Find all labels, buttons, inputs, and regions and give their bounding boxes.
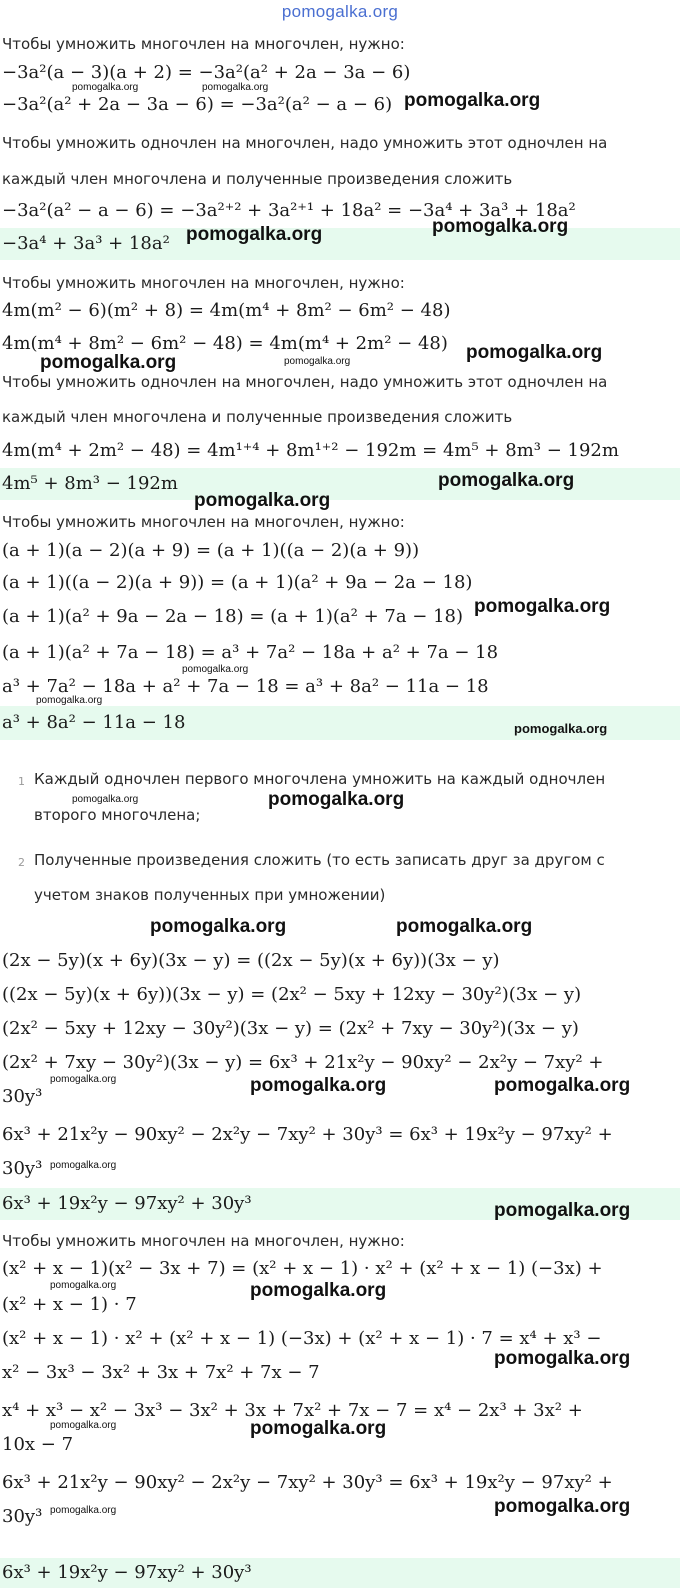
watermark: pomogalka.org bbox=[514, 721, 608, 736]
answer-line: −3a⁴ + 3a³ + 18a² bbox=[2, 233, 170, 254]
intro-text: Чтобы умножить многочлен на многочлен, нужно: bbox=[2, 513, 405, 531]
rule-text: Чтобы умножить одночлен на многочлен, надо умножить этот одночлен на bbox=[2, 373, 608, 391]
watermark: pomogalka.org bbox=[268, 789, 405, 810]
watermark: pomogalka.org bbox=[404, 90, 541, 111]
list-item-text: Каждый одночлен первого многочлена умножить на каждый одночлен bbox=[34, 770, 606, 788]
watermark: pomogalka.org bbox=[494, 1200, 631, 1221]
watermark: pomogalka.org bbox=[250, 1075, 387, 1096]
list-number: 2 bbox=[18, 856, 25, 869]
math-line: 30y³ bbox=[2, 1506, 43, 1527]
list-number: 1 bbox=[18, 775, 25, 788]
math-line: a³ + 7a² − 18a + a² + 7a − 18 = a³ + 8a² − 11a − 18 bbox=[2, 676, 489, 697]
watermark: pomogalka.org bbox=[474, 596, 611, 617]
watermark: pomogalka.org bbox=[186, 224, 323, 245]
watermark: pomogalka.org bbox=[494, 1075, 631, 1096]
math-line: 4m(m² − 6)(m² + 8) = 4m(m⁴ + 8m² − 6m² − 48) bbox=[2, 300, 451, 321]
math-line: 30y³ bbox=[2, 1158, 43, 1179]
math-line: (a + 1)(a² + 7a − 18) = a³ + 7a² − 18a + a² + 7a − 18 bbox=[2, 642, 499, 663]
math-line: −3a²(a² + 2a − 3a − 6) = −3a²(a² − a − 6) bbox=[2, 94, 393, 115]
watermark: pomogalka.org bbox=[396, 916, 533, 937]
math-line: 6x³ + 21x²y − 90xy² − 2x²y − 7xy² + 30y³ = 6x³ + 19x²y − 97xy² + bbox=[2, 1472, 613, 1493]
math-line: (2x² + 7xy − 30y²)(3x − y) = 6x³ + 21x²y − 90xy² − 2x²y − 7xy² + bbox=[2, 1052, 604, 1073]
math-line: 6x³ + 21x²y − 90xy² − 2x²y − 7xy² + 30y³ = 6x³ + 19x²y − 97xy² + bbox=[2, 1124, 613, 1145]
watermark: pomogalka.org bbox=[50, 1505, 117, 1516]
watermark: pomogalka.org bbox=[50, 1280, 117, 1291]
math-line: (a + 1)(a² + 9a − 2a − 18) = (a + 1)(a² + 7a − 18) bbox=[2, 606, 464, 627]
watermark: pomogalka.org bbox=[250, 1418, 387, 1439]
watermark: pomogalka.org bbox=[50, 1074, 117, 1085]
watermark: pomogalka.org bbox=[494, 1496, 631, 1517]
math-line: (2x − 5y)(x + 6y)(3x − y) = ((2x − 5y)(x + 6y))(3x − y) bbox=[2, 950, 500, 971]
math-line: (x² + x − 1)(x² − 3x + 7) = (x² + x − 1) · x² + (x² + x − 1) (−3x) + bbox=[2, 1258, 603, 1279]
watermark: pomogalka.org bbox=[50, 1420, 117, 1431]
site-brand[interactable]: pomogalka.org bbox=[281, 2, 399, 21]
intro-text: Чтобы умножить многочлен на многочлен, нужно: bbox=[2, 274, 405, 292]
watermark: pomogalka.org bbox=[182, 664, 249, 675]
math-line: (a + 1)((a − 2)(a + 9)) = (a + 1)(a² + 9a − 2a − 18) bbox=[2, 572, 473, 593]
watermark: pomogalka.org bbox=[202, 82, 269, 93]
watermark: pomogalka.org bbox=[40, 352, 177, 373]
math-line: ((2x − 5y)(x + 6y))(3x − y) = (2x² − 5xy + 12xy − 30y²)(3x − y) bbox=[2, 984, 582, 1005]
list-item-text: учетом знаков полученных при умножении) bbox=[34, 886, 386, 904]
intro-text: Чтобы умножить многочлен на многочлен, нужно: bbox=[2, 35, 405, 53]
rule-text: Чтобы умножить одночлен на многочлен, надо умножить этот одночлен на bbox=[2, 134, 608, 152]
answer-line: 4m⁵ + 8m³ − 192m bbox=[2, 473, 178, 494]
answer-line: 6x³ + 19x²y − 97xy² + 30y³ bbox=[2, 1562, 252, 1583]
rule-text: каждый член многочлена и полученные произведения сложить bbox=[2, 408, 513, 426]
watermark: pomogalka.org bbox=[36, 695, 103, 706]
answer-line: 6x³ + 19x²y − 97xy² + 30y³ bbox=[2, 1193, 252, 1214]
math-line: 10x − 7 bbox=[2, 1434, 74, 1455]
list-item-text: Полученные произведения сложить (то есть записать друг за другом с bbox=[34, 851, 605, 869]
math-line: (x² + x − 1) · x² + (x² + x − 1) (−3x) + (x² + x − 1) · 7 = x⁴ + x³ − bbox=[2, 1328, 602, 1349]
watermark: pomogalka.org bbox=[150, 916, 287, 937]
math-line: 4m(m⁴ + 2m² − 48) = 4m¹⁺⁴ + 8m¹⁺² − 192m = 4m⁵ + 8m³ − 192m bbox=[2, 440, 619, 461]
watermark: pomogalka.org bbox=[494, 1348, 631, 1369]
watermark: pomogalka.org bbox=[438, 470, 575, 491]
math-line: x² − 3x³ − 3x² + 3x + 7x² + 7x − 7 bbox=[2, 1362, 320, 1383]
watermark: pomogalka.org bbox=[50, 1160, 117, 1171]
rule-text: каждый член многочлена и полученные произведения сложить bbox=[2, 170, 513, 188]
math-line: 4m(m⁴ + 8m² − 6m² − 48) = 4m(m⁴ + 2m² − 48) bbox=[2, 333, 448, 354]
math-line: (2x² − 5xy + 12xy − 30y²)(3x − y) = (2x² + 7xy − 30y²)(3x − y) bbox=[2, 1018, 579, 1039]
list-item-text: второго многочлена; bbox=[34, 806, 201, 824]
watermark: pomogalka.org bbox=[284, 356, 351, 367]
math-line: (a + 1)(a − 2)(a + 9) = (a + 1)((a − 2)(a + 9)) bbox=[2, 540, 420, 561]
math-line: −3a²(a − 3)(a + 2) = −3a²(a² + 2a − 3a − 6) bbox=[2, 62, 411, 83]
math-line: (x² + x − 1) · 7 bbox=[2, 1294, 137, 1315]
math-line: 30y³ bbox=[2, 1086, 43, 1107]
watermark: pomogalka.org bbox=[72, 794, 139, 805]
watermark: pomogalka.org bbox=[250, 1280, 387, 1301]
watermark: pomogalka.org bbox=[72, 82, 139, 93]
answer-line: a³ + 8a² − 11a − 18 bbox=[2, 712, 186, 733]
intro-text: Чтобы умножить многочлен на многочлен, нужно: bbox=[2, 1232, 405, 1250]
watermark: pomogalka.org bbox=[432, 216, 569, 237]
watermark: pomogalka.org bbox=[194, 490, 331, 511]
math-line: −3a²(a² − a − 6) = −3a²⁺² + 3a²⁺¹ + 18a² = −3a⁴ + 3a³ + 18a² bbox=[2, 200, 576, 221]
watermark: pomogalka.org bbox=[466, 342, 603, 363]
math-line: x⁴ + x³ − x² − 3x³ − 3x² + 3x + 7x² + 7x − 7 = x⁴ − 2x³ + 3x² + bbox=[2, 1400, 583, 1421]
